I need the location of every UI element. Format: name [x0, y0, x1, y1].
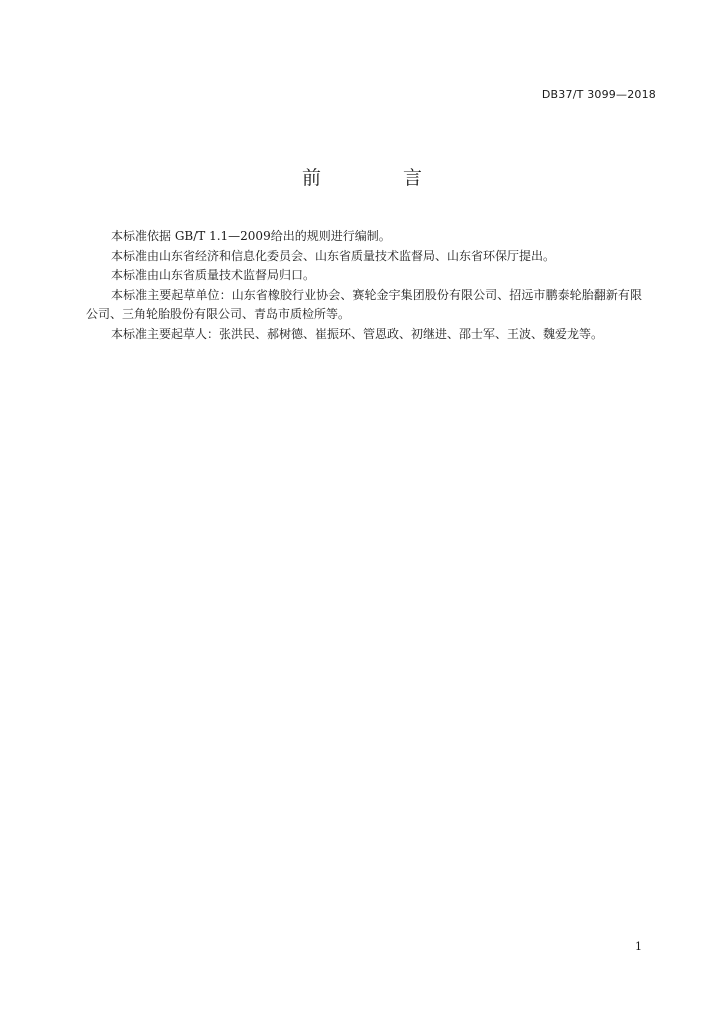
paragraph-administrator: 本标准由山东省质量技术监督局归口。 [111, 268, 316, 282]
document-code: DB37/T 3099—2018 [541, 88, 656, 101]
page-number: 1 [635, 940, 642, 953]
paragraph-proposer: 本标准由山东省经济和信息化委员会、山东省质量技术监督局、山东省环保厅提出。 [111, 248, 556, 263]
paragraph-drafting-units: 本标准主要起草单位：山东省橡胶行业协会、赛轮金宇集团股份有限公司、招远市鹏泰轮胎翻新有限公司、三角轮胎股份有限公司、青岛市质检所等。 [86, 287, 642, 321]
paragraph-basis: 本标准依据 GB/T 1.1—2009给出的规则进行编制。 [111, 229, 391, 243]
foreword-body [86, 227, 642, 344]
paragraph-drafters: 本标准主要起草人：张洪民、郝树德、崔振环、管恩政、初继进、邵士军、王波、魏爱龙等。 [111, 326, 604, 341]
page-title: 前 言 [301, 167, 461, 189]
